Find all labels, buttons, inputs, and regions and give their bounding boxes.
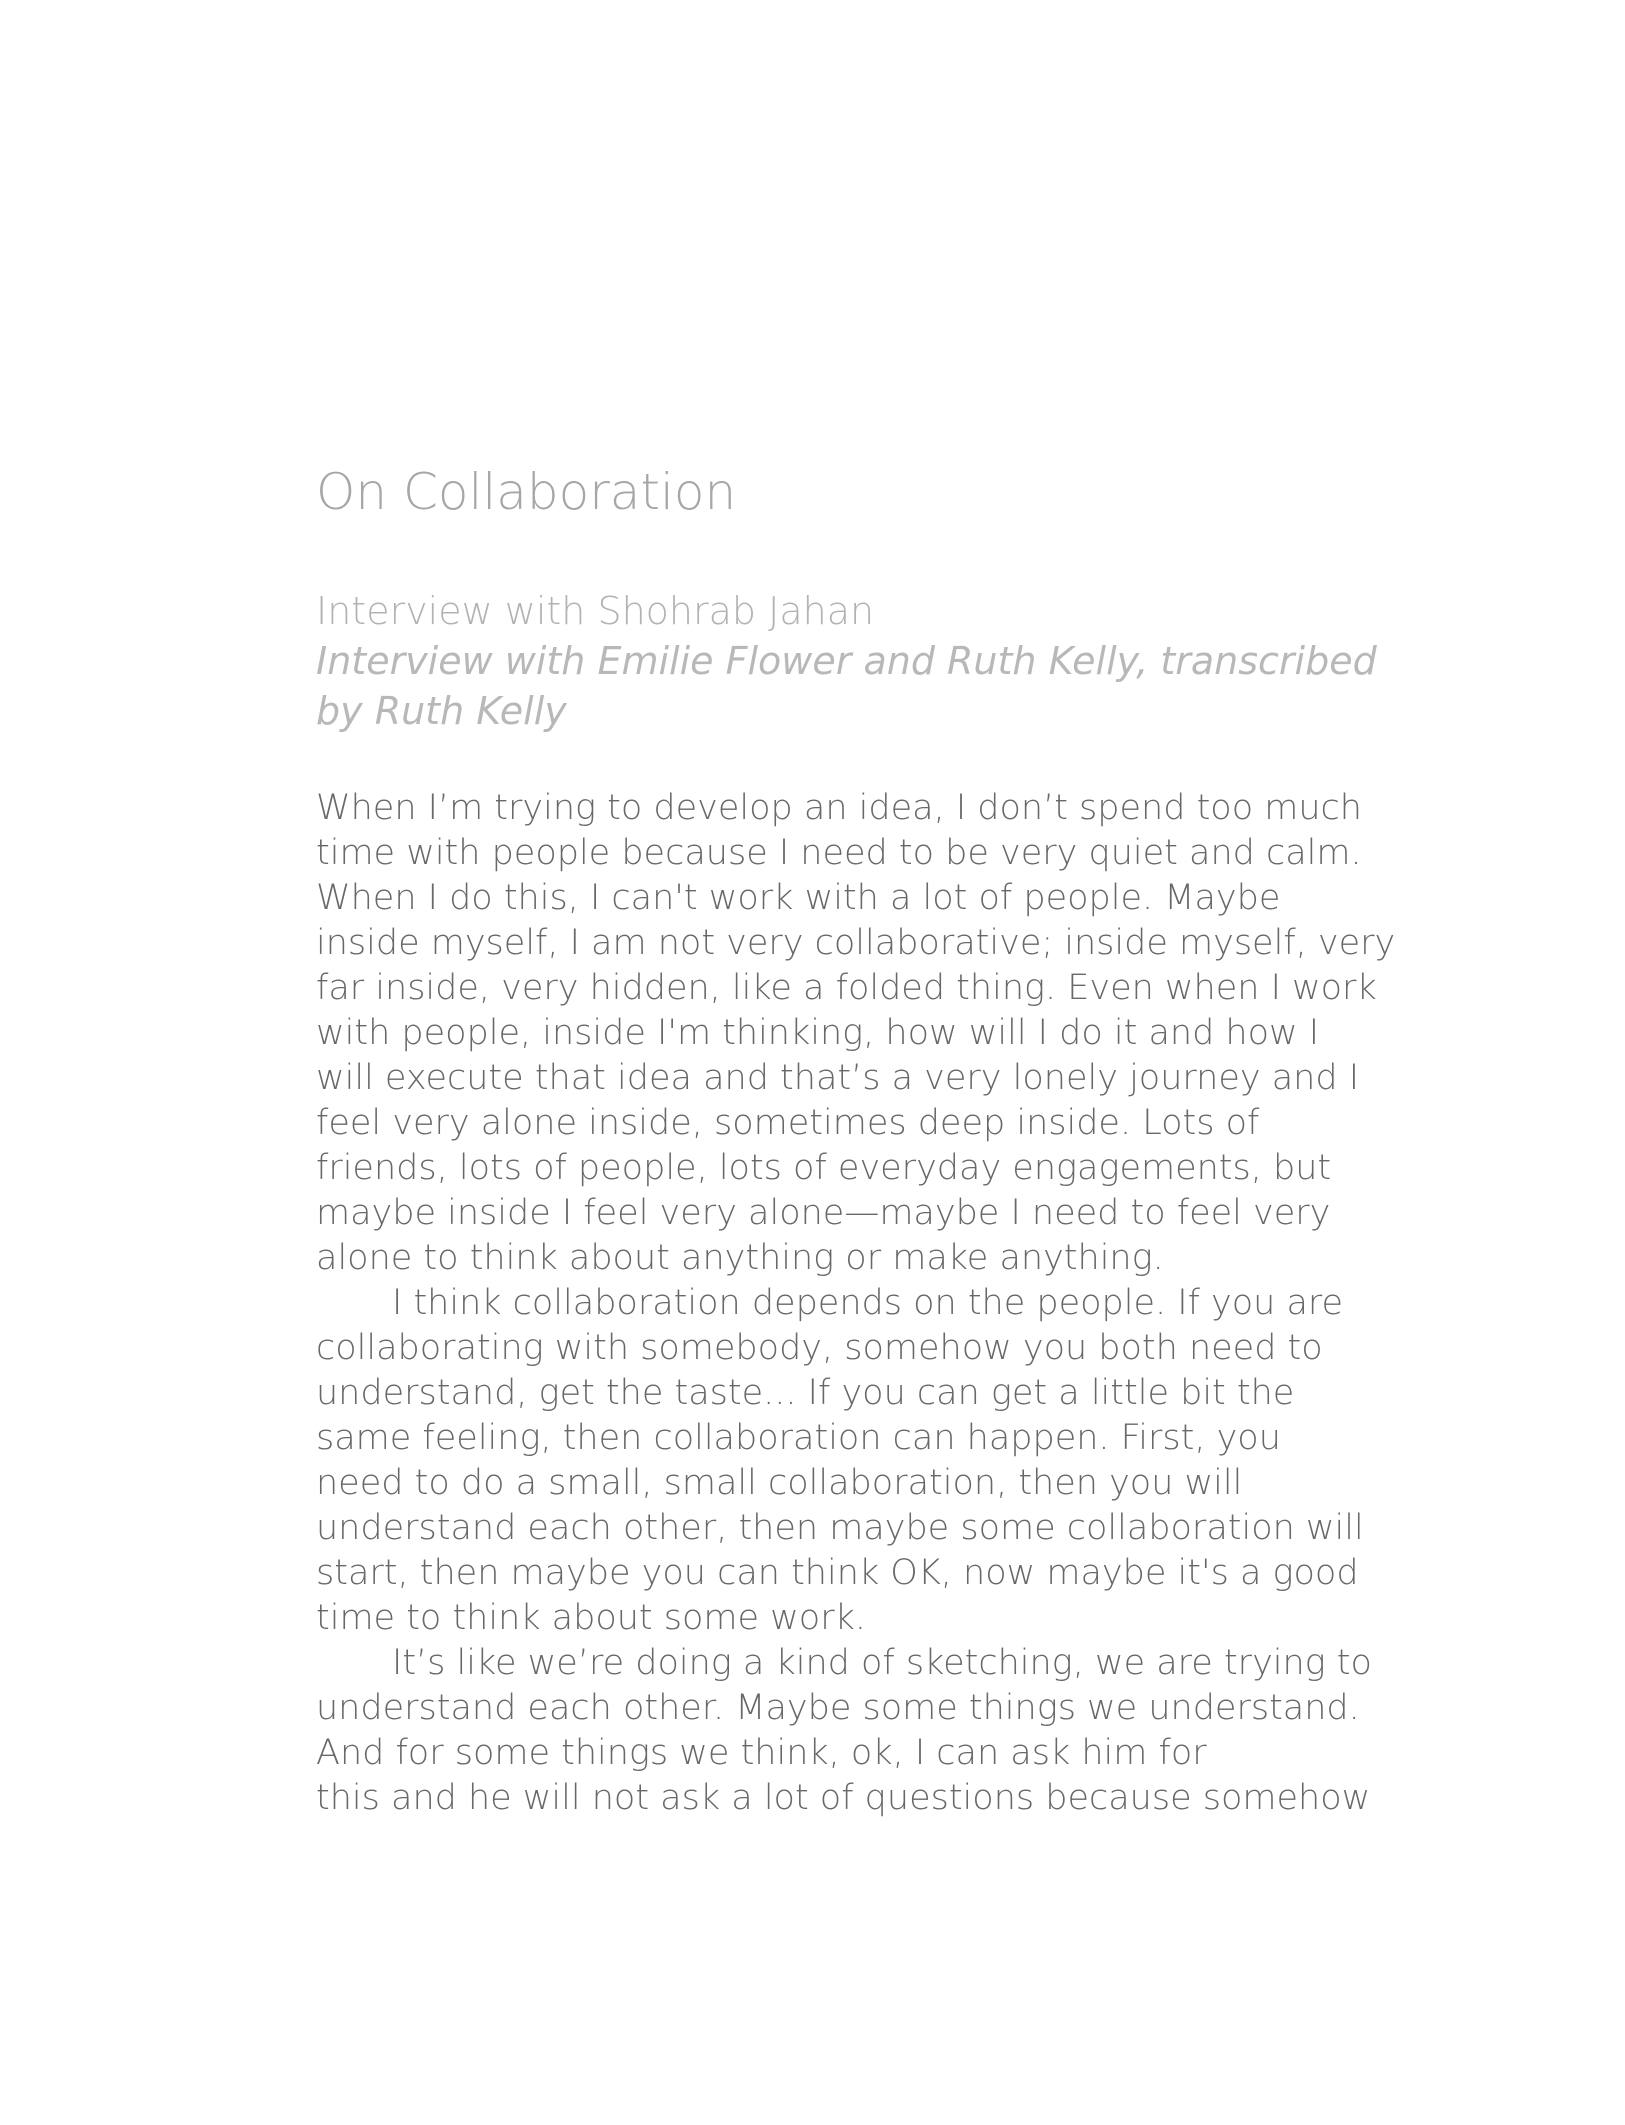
article-body: [316, 786, 1396, 1821]
text-line: with people, inside I'm thinking, how will I do it and how I: [316, 1013, 1320, 1053]
text-line: maybe inside I feel very alone—maybe I need to feel very: [316, 1193, 1331, 1233]
paragraph: [316, 1641, 1372, 1821]
credit-line: by Ruth Kelly: [316, 689, 567, 733]
text-line: time with people because I need to be very quiet and calm.: [316, 833, 1362, 873]
interview-subtitle: Interview with Shohrab Jahan: [316, 589, 875, 633]
text-line: collaborating with somebody, somehow you both need to: [316, 1328, 1323, 1368]
text-line: friends, lots of people, lots of everyday engagements, but: [316, 1148, 1332, 1188]
paragraph: [316, 1281, 1364, 1641]
text-line: I think collaboration depends on the people. If you are: [392, 1283, 1344, 1323]
text-line: inside myself, I am not very collaborative; inside myself, very: [316, 923, 1396, 963]
text-line: And for some things we think, ok, I can ask him for: [316, 1733, 1207, 1773]
text-line: It’s like we’re doing a kind of sketching, we are trying to: [392, 1643, 1372, 1683]
text-line: feel very alone inside, sometimes deep inside. Lots of: [316, 1103, 1260, 1143]
paragraph: [316, 786, 1396, 1281]
text-line: far inside, very hidden, like a folded thing. Even when I work: [316, 968, 1377, 1008]
text-line: this and he will not ask a lot of questions because somehow: [316, 1778, 1371, 1818]
text-line: When I do this, I can't work with a lot of people. Maybe: [316, 878, 1281, 918]
text-line: need to do a small, small collaboration, then you will: [316, 1463, 1243, 1503]
page-title: On Collaboration: [316, 463, 737, 521]
credit-line: Interview with Emilie Flower and Ruth Kelly, transcribed: [316, 639, 1377, 683]
text-line: same feeling, then collaboration can happen. First, you: [316, 1418, 1281, 1458]
text-line: will execute that idea and that’s a very lonely journey and I: [316, 1058, 1360, 1098]
text-line: time to think about some work.: [316, 1598, 867, 1638]
text-line: alone to think about anything or make anything.: [316, 1238, 1164, 1278]
interview-credit: [316, 636, 1377, 736]
text-line: understand, get the taste... If you can get a little bit the: [316, 1373, 1295, 1413]
text-line: understand each other, then maybe some collaboration will: [316, 1508, 1364, 1548]
text-line: understand each other. Maybe some things we understand.: [316, 1688, 1360, 1728]
text-line: start, then maybe you can think OK, now maybe it's a good: [316, 1553, 1359, 1593]
text-line: When I’m trying to develop an idea, I don’t spend too much: [316, 788, 1362, 828]
interview-header: [316, 586, 1377, 736]
